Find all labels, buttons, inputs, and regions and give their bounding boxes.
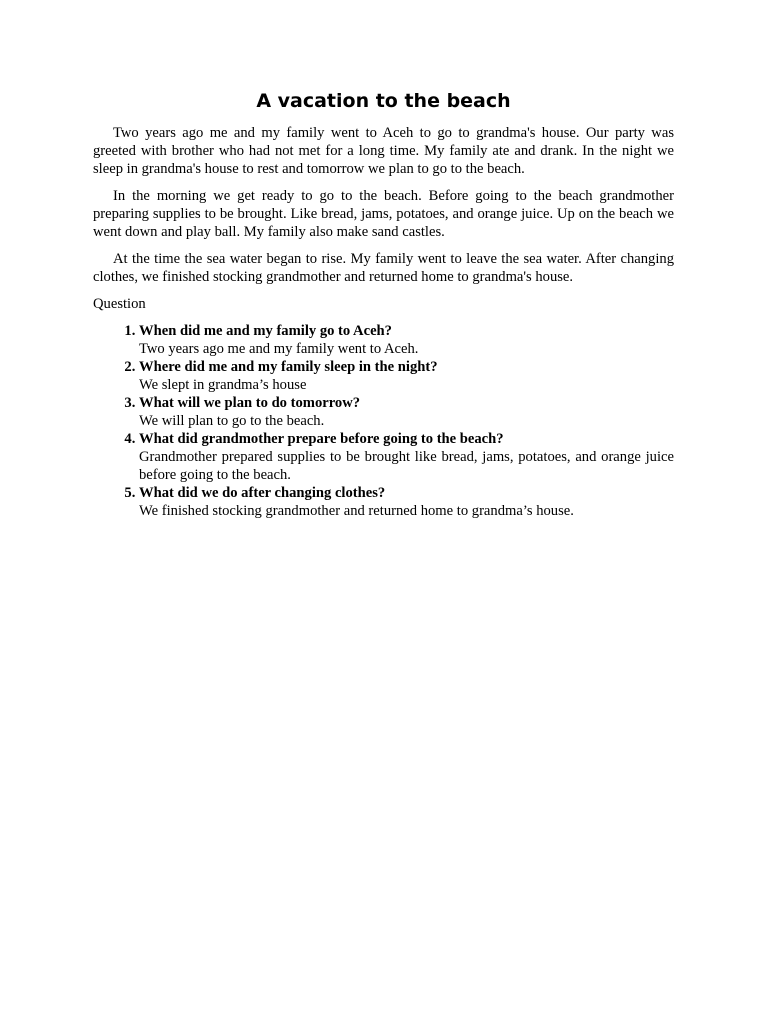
question-text: 2. Where did me and my family sleep in the night? [139,359,438,375]
story-paragraph-1: Two years ago me and my family went to Aceh to go to grandma's house. Our party was greeted with brother who had not met for a long time. My family ate and drank. In the night we sleep in grandma's house to rest and tomorrow we plan to go to the beach. [93,125,674,177]
document-title: A vacation to the beach [256,90,511,112]
question-list [93,322,674,520]
question-item [139,394,674,430]
document-page [93,88,674,520]
answer-text: Two years ago me and my family went to Aceh. [139,341,419,357]
question-item [139,322,674,358]
answer-text: We finished stocking grandmother and returned home to grandma’s house. [139,503,574,519]
answer-text: Grandmother prepared supplies to be brought like bread, jams, potatoes, and orange juice before going to the beach. [139,449,674,483]
question-label: Question [93,296,146,312]
question-text: 3. What will we plan to do tomorrow? [139,395,361,411]
story-paragraph-2: In the morning we get ready to go to the beach. Before going to the beach grandmother preparing supplies to be brought. Like bread, jams, potatoes, and orange juice. Up on the beach we went down and play ball. My family also make sand castles. [93,188,674,240]
question-text: 4. What did grandmother prepare before going to the beach? [139,431,504,447]
question-item [139,430,674,484]
question-text: 5. What did we do after changing clothes? [139,485,386,501]
answer-text: We slept in grandma’s house [139,377,307,393]
story-paragraph-3: At the time the sea water began to rise. My family went to leave the sea water. After changing clothes, we finished stocking grandmother and returned home to grandma's house. [93,251,674,285]
question-item [139,484,674,520]
question-text: 1. When did me and my family go to Aceh? [139,323,392,339]
question-item [139,358,674,394]
answer-text: We will plan to go to the beach. [139,413,325,429]
